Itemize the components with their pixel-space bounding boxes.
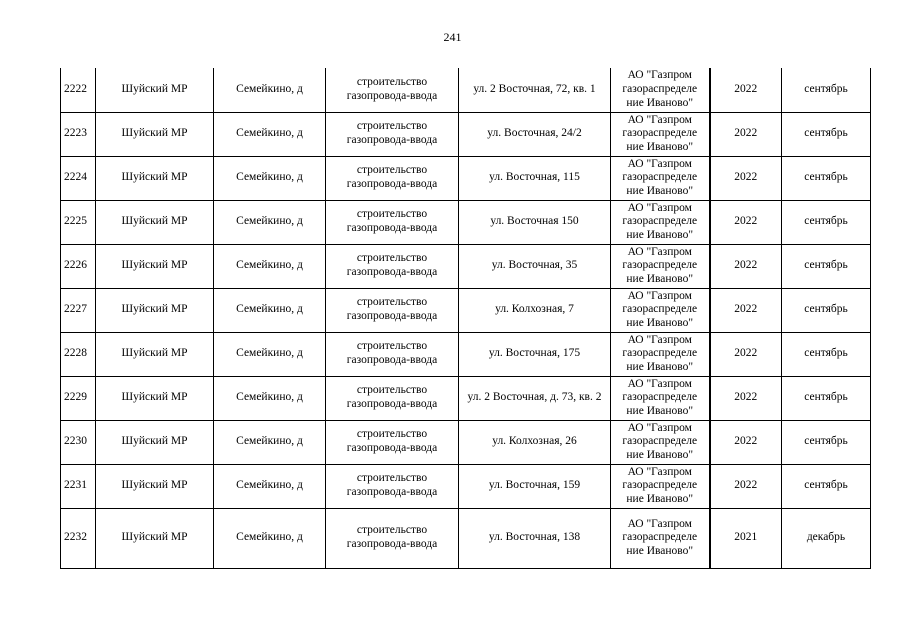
address-cell: ул. Восточная 150 xyxy=(459,200,611,244)
address-cell: ул. Восточная, 35 xyxy=(459,244,611,288)
year-cell: 2022 xyxy=(710,156,782,200)
work-type-cell: строительство газопровода-ввода xyxy=(326,288,459,332)
row-number-cell: 2222 xyxy=(61,68,96,112)
year-cell: 2022 xyxy=(710,244,782,288)
work-type-cell: строительство газопровода-ввода xyxy=(326,156,459,200)
settlement-cell: Семейкино, д xyxy=(214,464,326,508)
organization-cell: АО "Газпром газораспределе ние Иваново" xyxy=(611,200,710,244)
gas-pipeline-table xyxy=(60,68,871,569)
table-row xyxy=(61,420,871,464)
organization-cell: АО "Газпром газораспределе ние Иваново" xyxy=(611,420,710,464)
address-cell: ул. 2 Восточная, 72, кв. 1 xyxy=(459,68,611,112)
year-cell: 2022 xyxy=(710,200,782,244)
row-number-cell: 2230 xyxy=(61,420,96,464)
work-type-cell: строительство газопровода-ввода xyxy=(326,112,459,156)
row-number-cell: 2227 xyxy=(61,288,96,332)
month-cell: сентябрь xyxy=(782,244,871,288)
organization-cell: АО "Газпром газораспределе ние Иваново" xyxy=(611,112,710,156)
settlement-cell: Семейкино, д xyxy=(214,244,326,288)
settlement-cell: Семейкино, д xyxy=(214,376,326,420)
settlement-cell: Семейкино, д xyxy=(214,200,326,244)
month-cell: сентябрь xyxy=(782,288,871,332)
row-number-cell: 2226 xyxy=(61,244,96,288)
row-number-cell: 2224 xyxy=(61,156,96,200)
district-cell: Шуйский МР xyxy=(96,508,214,568)
row-number-cell: 2228 xyxy=(61,332,96,376)
month-cell: сентябрь xyxy=(782,376,871,420)
address-cell: ул. Колхозная, 7 xyxy=(459,288,611,332)
table-row xyxy=(61,68,871,112)
page-number: 241 xyxy=(443,30,462,44)
work-type-cell: строительство газопровода-ввода xyxy=(326,376,459,420)
year-cell: 2022 xyxy=(710,68,782,112)
month-cell: сентябрь xyxy=(782,464,871,508)
organization-cell: АО "Газпром газораспределе ние Иваново" xyxy=(611,376,710,420)
work-type-cell: строительство газопровода-ввода xyxy=(326,200,459,244)
row-number-cell: 2231 xyxy=(61,464,96,508)
work-type-cell: строительство газопровода-ввода xyxy=(326,420,459,464)
table-row xyxy=(61,156,871,200)
district-cell: Шуйский МР xyxy=(96,244,214,288)
settlement-cell: Семейкино, д xyxy=(214,156,326,200)
organization-cell: АО "Газпром газораспределе ние Иваново" xyxy=(611,244,710,288)
month-cell: сентябрь xyxy=(782,200,871,244)
year-cell: 2022 xyxy=(710,420,782,464)
row-number-cell: 2225 xyxy=(61,200,96,244)
settlement-cell: Семейкино, д xyxy=(214,68,326,112)
row-number-cell: 2232 xyxy=(61,508,96,568)
district-cell: Шуйский МР xyxy=(96,376,214,420)
organization-cell: АО "Газпром газораспределе ние Иваново" xyxy=(611,156,710,200)
district-cell: Шуйский МР xyxy=(96,332,214,376)
table-row xyxy=(61,244,871,288)
row-number-cell: 2223 xyxy=(61,112,96,156)
table-body xyxy=(61,68,871,568)
organization-cell: АО "Газпром газораспределе ние Иваново" xyxy=(611,508,710,568)
table-row xyxy=(61,112,871,156)
month-cell: декабрь xyxy=(782,508,871,568)
settlement-cell: Семейкино, д xyxy=(214,420,326,464)
organization-cell: АО "Газпром газораспределе ние Иваново" xyxy=(611,332,710,376)
district-cell: Шуйский МР xyxy=(96,156,214,200)
year-cell: 2022 xyxy=(710,112,782,156)
organization-cell: АО "Газпром газораспределе ние Иваново" xyxy=(611,68,710,112)
year-cell: 2021 xyxy=(710,508,782,568)
month-cell: сентябрь xyxy=(782,112,871,156)
settlement-cell: Семейкино, д xyxy=(214,332,326,376)
settlement-cell: Семейкино, д xyxy=(214,112,326,156)
work-type-cell: строительство газопровода-ввода xyxy=(326,332,459,376)
table-row xyxy=(61,508,871,568)
work-type-cell: строительство газопровода-ввода xyxy=(326,464,459,508)
table-row xyxy=(61,376,871,420)
address-cell: ул. Восточная, 115 xyxy=(459,156,611,200)
organization-cell: АО "Газпром газораспределе ние Иваново" xyxy=(611,288,710,332)
year-cell: 2022 xyxy=(710,464,782,508)
work-type-cell: строительство газопровода-ввода xyxy=(326,68,459,112)
district-cell: Шуйский МР xyxy=(96,200,214,244)
table-row xyxy=(61,288,871,332)
district-cell: Шуйский МР xyxy=(96,288,214,332)
month-cell: сентябрь xyxy=(782,156,871,200)
work-type-cell: строительство газопровода-ввода xyxy=(326,244,459,288)
month-cell: сентябрь xyxy=(782,420,871,464)
settlement-cell: Семейкино, д xyxy=(214,288,326,332)
address-cell: ул. 2 Восточная, д. 73, кв. 2 xyxy=(459,376,611,420)
year-cell: 2022 xyxy=(710,376,782,420)
address-cell: ул. Колхозная, 26 xyxy=(459,420,611,464)
address-cell: ул. Восточная, 175 xyxy=(459,332,611,376)
address-cell: ул. Восточная, 159 xyxy=(459,464,611,508)
year-cell: 2022 xyxy=(710,332,782,376)
address-cell: ул. Восточная, 24/2 xyxy=(459,112,611,156)
month-cell: сентябрь xyxy=(782,68,871,112)
district-cell: Шуйский МР xyxy=(96,464,214,508)
district-cell: Шуйский МР xyxy=(96,68,214,112)
table-row xyxy=(61,200,871,244)
organization-cell: АО "Газпром газораспределе ние Иваново" xyxy=(611,464,710,508)
settlement-cell: Семейкино, д xyxy=(214,508,326,568)
district-cell: Шуйский МР xyxy=(96,112,214,156)
month-cell: сентябрь xyxy=(782,332,871,376)
work-type-cell: строительство газопровода-ввода xyxy=(326,508,459,568)
address-cell: ул. Восточная, 138 xyxy=(459,508,611,568)
year-cell: 2022 xyxy=(710,288,782,332)
table-row xyxy=(61,464,871,508)
table-row xyxy=(61,332,871,376)
row-number-cell: 2229 xyxy=(61,376,96,420)
district-cell: Шуйский МР xyxy=(96,420,214,464)
